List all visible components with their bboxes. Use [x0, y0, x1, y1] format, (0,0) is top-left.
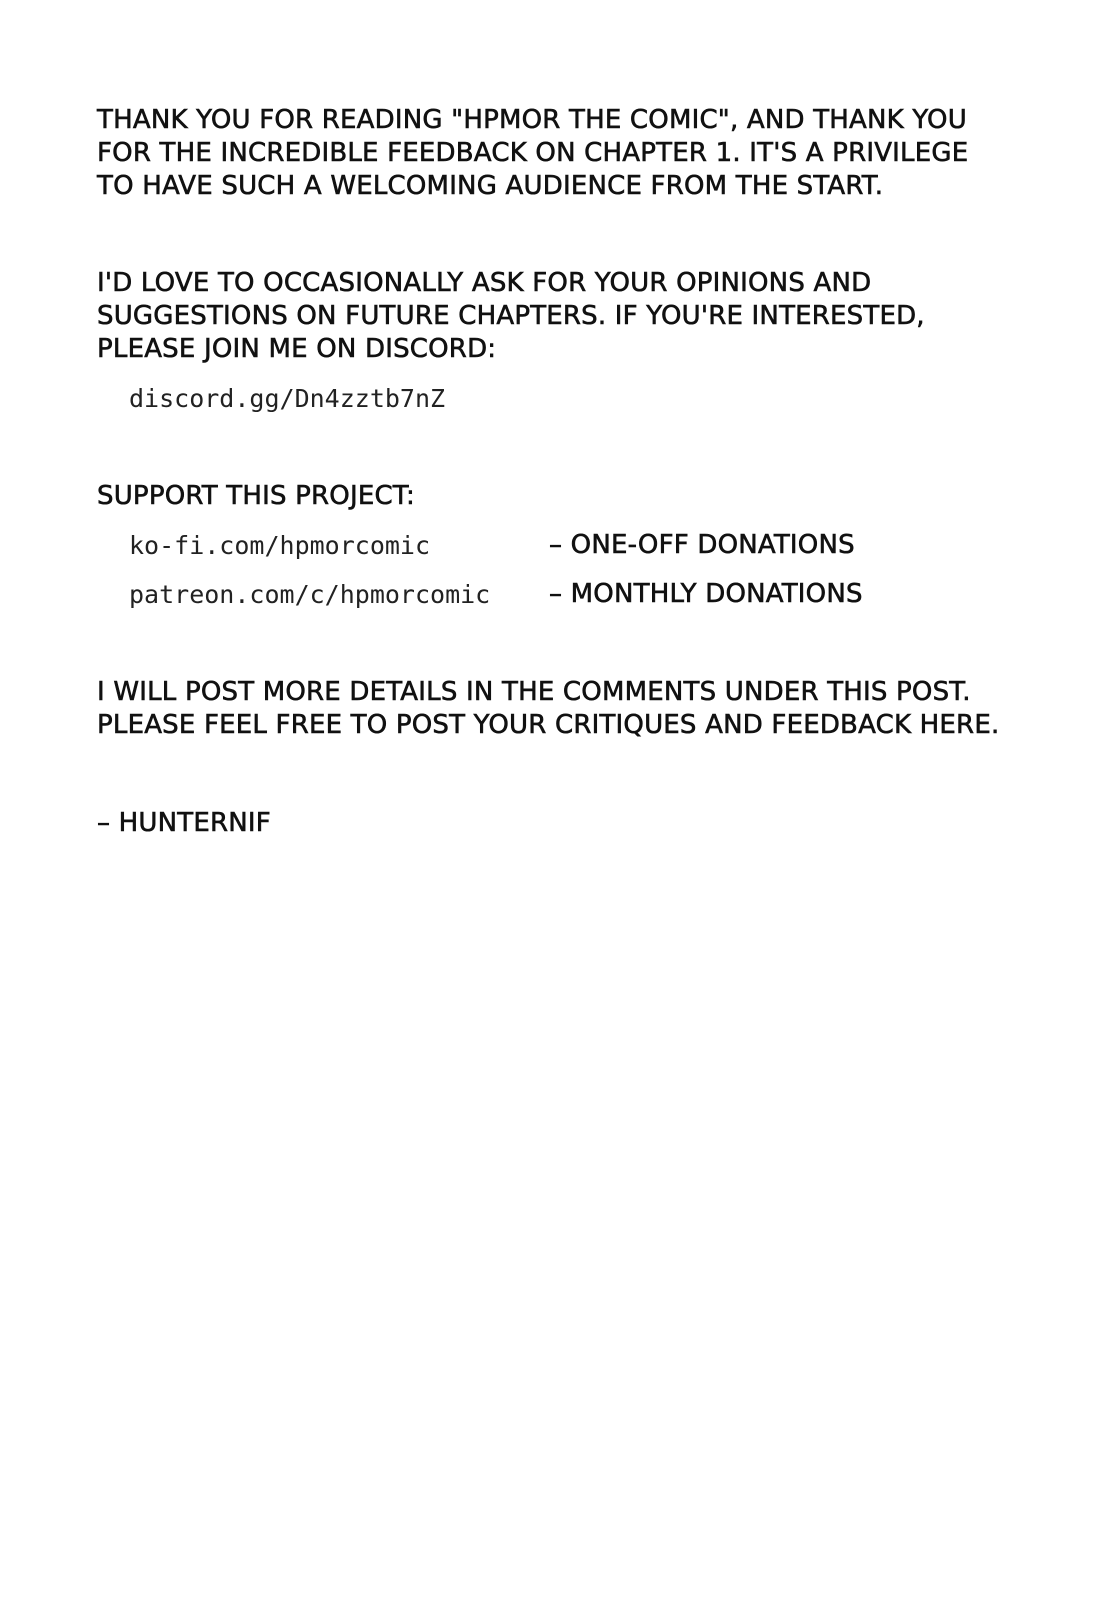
kofi-link[interactable]: ko-fi.com/hpmorcomic — [129, 531, 431, 560]
support-item-kofi — [129, 529, 1029, 562]
support-heading: SUPPORT THIS PROJECT: — [97, 481, 415, 511]
signature: – HUNTERNIF — [97, 808, 271, 838]
discord-link[interactable]: discord.gg/Dn4zztb7nZ — [129, 384, 446, 413]
patreon-description: – MONTHLY DONATIONS — [549, 579, 863, 609]
discord-request-paragraph: I'D LOVE TO OCCASIONALLY ASK FOR YOUR OPINIONS AND SUGGESTIONS ON FUTURE CHAPTERS. IF YOU'RE INTERESTED, PLEASE JOIN ME ON DISCORD: — [97, 268, 925, 364]
kofi-description: – ONE-OFF DONATIONS — [549, 530, 855, 560]
closing-paragraph: I WILL POST MORE DETAILS IN THE COMMENTS UNDER THIS POST. PLEASE FEEL FREE TO POST YOUR CRITIQUES AND FEEDBACK HERE. — [97, 677, 1000, 740]
intro-paragraph: THANK YOU FOR READING "HPMOR THE COMIC", AND THANK YOU FOR THE INCREDIBLE FEEDBACK ON CHAPTER 1. IT'S A PRIVILEGE TO HAVE SUCH A WELCOMING AUDIENCE FROM THE START. — [97, 105, 969, 201]
support-item-patreon — [129, 578, 1029, 611]
patreon-link[interactable]: patreon.com/c/hpmorcomic — [129, 580, 491, 609]
